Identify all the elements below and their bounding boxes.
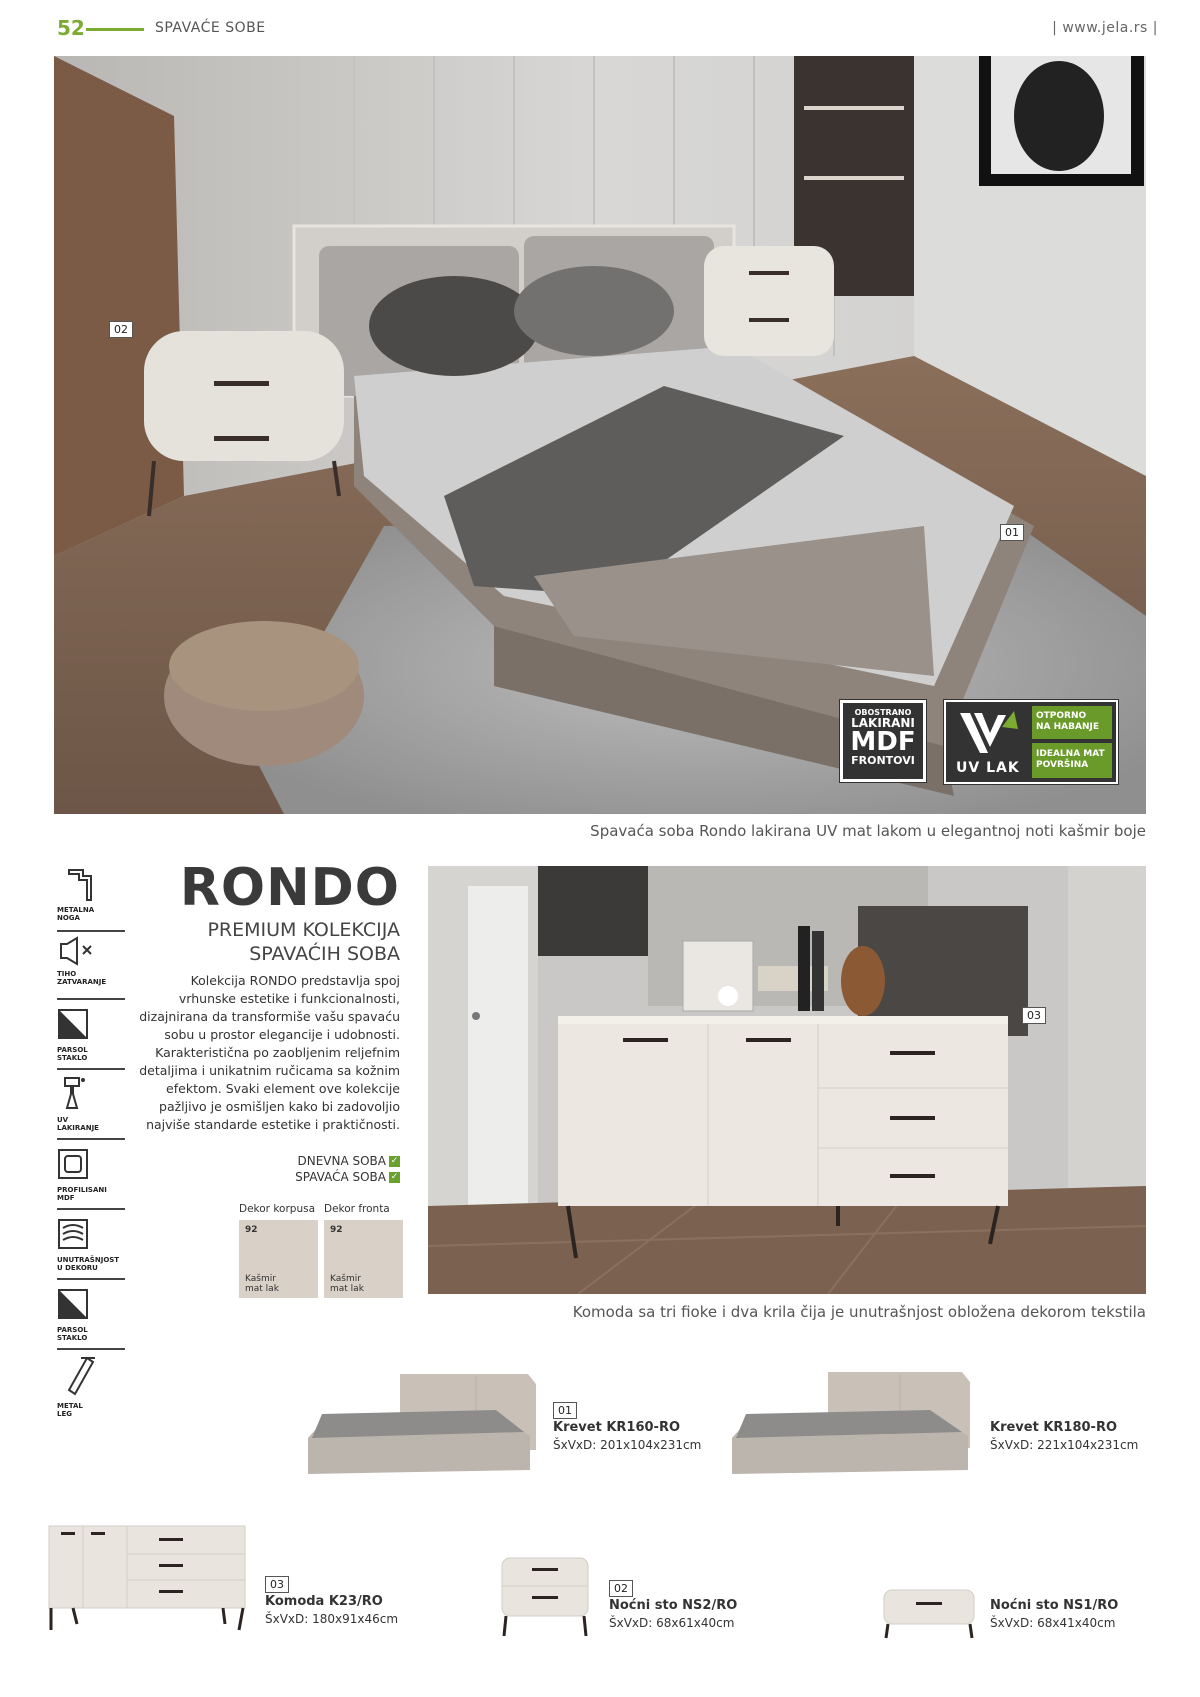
website-link[interactable]: | www.jela.rs | xyxy=(1052,20,1158,36)
feature-label: NOGA xyxy=(57,914,80,922)
decor-interior-icon xyxy=(57,1218,91,1252)
feature-soft-close xyxy=(57,936,125,1000)
decor-korpus-swatch xyxy=(239,1220,318,1298)
uv-bottom-block xyxy=(1032,743,1112,778)
parsol-glass-icon xyxy=(57,1008,91,1042)
subtitle-line2: SPAVAĆIH SOBA xyxy=(249,943,400,965)
feature-label: LAKIRANJE xyxy=(57,1124,99,1132)
swatch-name-l2: mat lak xyxy=(330,1284,364,1294)
mdf-badge xyxy=(840,700,926,782)
feature-label: UV xyxy=(57,1116,69,1124)
sideboard-label-03: 03 xyxy=(1022,1007,1046,1024)
product-image-ns2 xyxy=(500,1556,590,1638)
product-num-03: 03 xyxy=(265,1576,289,1593)
feature-label: PROFILISANI xyxy=(57,1186,107,1194)
product-image-k23 xyxy=(47,1524,247,1634)
feature-metal-leg xyxy=(57,868,125,932)
sideboard-caption: Komoda sa tri fioke i dva krila čija je unutrašnjost obložena dekorom tekstila xyxy=(572,1303,1146,1321)
swatch-name xyxy=(330,1274,364,1294)
swatch-code: 92 xyxy=(330,1225,343,1235)
sideboard-photo xyxy=(428,866,1146,1294)
check-icon: ✓ xyxy=(390,1172,399,1182)
decor-korpus-head: Dekor korpusa xyxy=(239,1203,316,1215)
product-name-ns2: Noćni sto NS2/RO xyxy=(609,1598,738,1613)
product-name-ns1: Noćni sto NS1/RO xyxy=(990,1598,1119,1613)
hero-label-01: 01 xyxy=(1000,524,1024,541)
product-name-kr180: Krevet KR180-RO xyxy=(990,1420,1118,1435)
feature-profiled-mdf xyxy=(57,1144,125,1210)
feature-label: MDF xyxy=(57,1194,75,1202)
feature-label: STAKLO xyxy=(57,1334,88,1342)
mdf-badge-line4: FRONTOVI xyxy=(851,754,915,767)
feature-label: TIHO xyxy=(57,970,77,978)
product-image-kr160 xyxy=(308,1374,538,1478)
soft-close-icon xyxy=(57,936,97,966)
product-dims-ns1: ŠxVxD: 68x41x40cm xyxy=(990,1616,1116,1630)
parsol-glass-icon xyxy=(57,1288,91,1322)
room-label: DNEVNA SOBA xyxy=(297,1154,386,1168)
sideboard-illustration xyxy=(428,866,1146,1294)
mdf-badge-line1: OBOSTRANO xyxy=(854,708,912,717)
page-number: 52 xyxy=(57,16,85,40)
swatch-name xyxy=(245,1274,279,1294)
feature-label: STAKLO xyxy=(57,1054,88,1062)
uv-bottom-line1: IDEALNA MAT xyxy=(1036,749,1105,759)
collection-description: Kolekcija RONDO predstavlja spoj vrhunske estetike i funkcionalnosti, dizajnirana da transformiše vašu spavaću sobu u prostor elegancije i udobnosti. Karakteristična po zaobljenim reljefnim detaljima i unikatnim ručicama sa kožnim efektom. Svaki element ove kolekcije pažljivo je osmišljen kako bi zadovoljio najviše standarde estetike i praktičnosti. xyxy=(139,973,400,1132)
uv-logo-icon xyxy=(952,707,1024,759)
swatch-name-l2: mat lak xyxy=(245,1284,279,1294)
room-dnevna xyxy=(297,1154,400,1168)
product-dims-kr180: ŠxVxD: 221x104x231cm xyxy=(990,1438,1139,1452)
uv-top-line1: OTPORNO xyxy=(1036,711,1087,721)
product-dims-ns2: ŠxVxD: 68x61x40cm xyxy=(609,1616,735,1630)
mdf-badge-line3: MDF xyxy=(850,727,916,757)
check-icon: ✓ xyxy=(390,1156,399,1166)
feature-decor-interior xyxy=(57,1214,125,1280)
hero-label-02: 02 xyxy=(109,321,133,338)
room-spavaca xyxy=(295,1170,400,1184)
product-image-ns1 xyxy=(882,1588,976,1640)
metal-leg-icon xyxy=(65,868,95,902)
product-num-02: 02 xyxy=(609,1580,633,1597)
feature-label: PARSOL xyxy=(57,1046,88,1054)
subtitle-line1: PREMIUM KOLEKCIJA xyxy=(207,919,400,941)
uv-bottom-line2: POVRŠINA xyxy=(1036,760,1089,770)
product-name-k23: Komoda K23/RO xyxy=(265,1594,383,1609)
product-dims-k23: ŠxVxD: 180x91x46cm xyxy=(265,1612,399,1626)
feature-label: ZATVARANJE xyxy=(57,978,107,986)
collection-subtitle xyxy=(207,918,400,966)
feature-label: U DEKORU xyxy=(57,1264,98,1272)
product-name-kr160: Krevet KR160-RO xyxy=(553,1420,681,1435)
decor-front-swatch xyxy=(324,1220,403,1298)
feature-label: METAL xyxy=(57,1402,83,1410)
uv-lak-badge xyxy=(944,700,1118,784)
swatch-name-l1: Kašmir xyxy=(330,1274,361,1284)
room-label: SPAVAĆA SOBA xyxy=(295,1170,386,1184)
uv-brand: UV LAK xyxy=(956,760,1020,776)
mdf-badge-line2: LAKIRANI xyxy=(851,716,915,730)
feature-parsol-glass-1 xyxy=(57,1004,125,1070)
feature-uv-lakiranje xyxy=(57,1074,125,1140)
metal-leg-pin-icon xyxy=(57,1354,97,1398)
uv-top-block xyxy=(1032,706,1112,739)
feature-parsol-glass-2 xyxy=(57,1284,125,1350)
section-title: SPAVAĆE SOBE xyxy=(155,20,266,36)
feature-label: METALNA xyxy=(57,906,95,914)
header-rule xyxy=(86,28,144,31)
hero-caption: Spavaća soba Rondo lakirana UV mat lakom u elegantnoj noti kašmir boje xyxy=(590,822,1146,840)
profiled-mdf-icon xyxy=(57,1148,91,1182)
feature-metal-leg-pin xyxy=(57,1354,125,1418)
feature-label: PARSOL xyxy=(57,1326,88,1334)
decor-front-head: Dekor fronta xyxy=(324,1203,390,1215)
collection-title: RONDO xyxy=(179,858,400,918)
swatch-name-l1: Kašmir xyxy=(245,1274,276,1284)
uv-spray-icon xyxy=(57,1074,91,1112)
uv-top-line2: NA HABANJE xyxy=(1036,722,1099,732)
feature-label: UNUTRAŠNJOST xyxy=(57,1256,120,1264)
swatch-code: 92 xyxy=(245,1225,258,1235)
feature-label: LEG xyxy=(57,1410,72,1418)
product-image-kr180 xyxy=(732,1372,977,1480)
product-num-01: 01 xyxy=(553,1402,577,1419)
product-dims-kr160: ŠxVxD: 201x104x231cm xyxy=(553,1438,702,1452)
